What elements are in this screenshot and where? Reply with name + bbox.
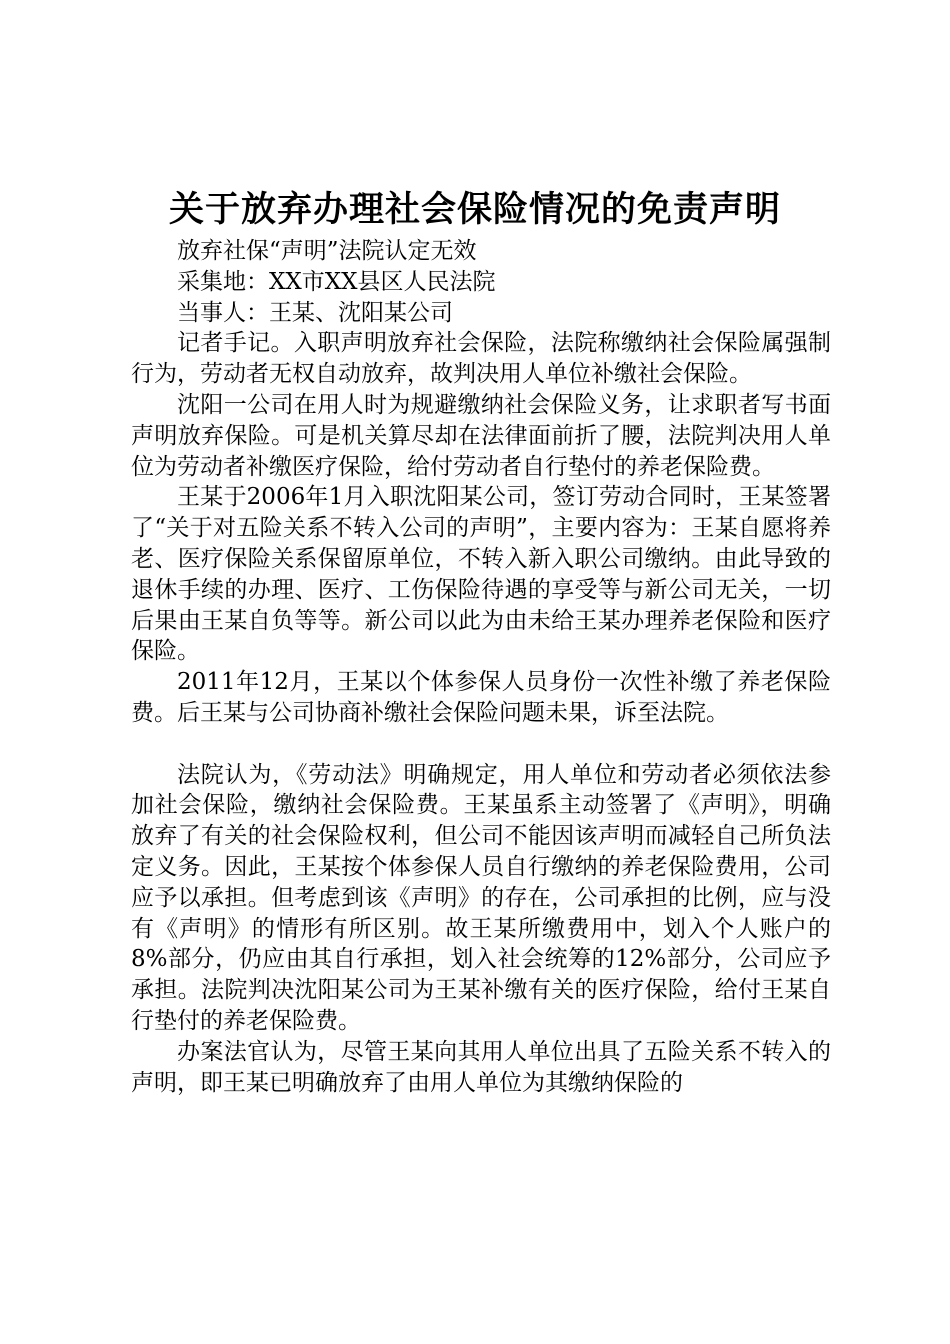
paragraph-court-opinion: 法院认为，《劳动法》明确规定，用人单位和劳动者必须依法参加社会保险，缴纳社会保险费。王某虽系主动签署了《声明》，明确放弃了有关的社会保险权利，但公司不能因该声明而减轻自己所负法定义务。因此，王某按个体参保人员自行缴纳的养老保险费用，公司应予以承担。但考虑到该《声明》的存在，公司承担的比例，应与没有《声明》的情形有所区别。故王某所缴费用中，划入个人账户的8%部分，仍应由其自行承担，划入社会统筹的12%部分，公司应予承担。法院判决沈阳某公司为王某补缴有关的医疗保险，给付王某自行垫付的养老保险费。 — [131, 761, 831, 1034]
paragraph-reporter-note: 记者手记。入职声明放弃社会保险，法院称缴纳社会保险属强制行为，劳动者无权自动放弃，故判决用人单位补缴社会保险。 — [131, 330, 831, 388]
document-subtitle: 放弃社保“声明”法院认定无效 — [177, 238, 477, 264]
paragraph-judge-opinion: 办案法官认为，尽管王某向其用人单位出具了五险关系不转入的声明，即王某已明确放弃了由用人单位为其缴纳保险的 — [131, 1038, 831, 1096]
document-location: 采集地：XX市XX县区人民法院 — [177, 268, 496, 295]
paragraph-lawsuit: 2011年12月，王某以个体参保人员身份一次性补缴了养老保险费。后王某与公司协商补缴社会保险问题未果，诉至法院。 — [131, 669, 831, 726]
paragraph-company-background: 沈阳一公司在用人时为规避缴纳社会保险义务，让求职者写书面声明放弃保险。可是机关算尽却在法律面前折了腰，法院判决用人单位为劳动者补缴医疗保险，给付劳动者自行垫付的养老保险费。 — [131, 391, 831, 480]
document-body — [131, 236, 831, 1098]
paragraph-case-facts: 王某于2006年1月入职沈阳某公司，签订劳动合同时，王某签署了“关于对五险关系不转入公司的声明”，主要内容为：王某自愿将养老、医疗保险关系保留原单位，不转入新入职公司缴纳。由此导致的退休手续的办理、医疗、工伤保险待遇的享受等与新公司无关，一切后果由王某自负等等。新公司以此为由未给王某办理养老保险和医疗保险。 — [131, 484, 831, 665]
document-title: 关于放弃办理社会保险情况的免责声明 — [168, 190, 781, 230]
document-parties: 当事人：王某、沈阳某公司 — [177, 299, 453, 326]
